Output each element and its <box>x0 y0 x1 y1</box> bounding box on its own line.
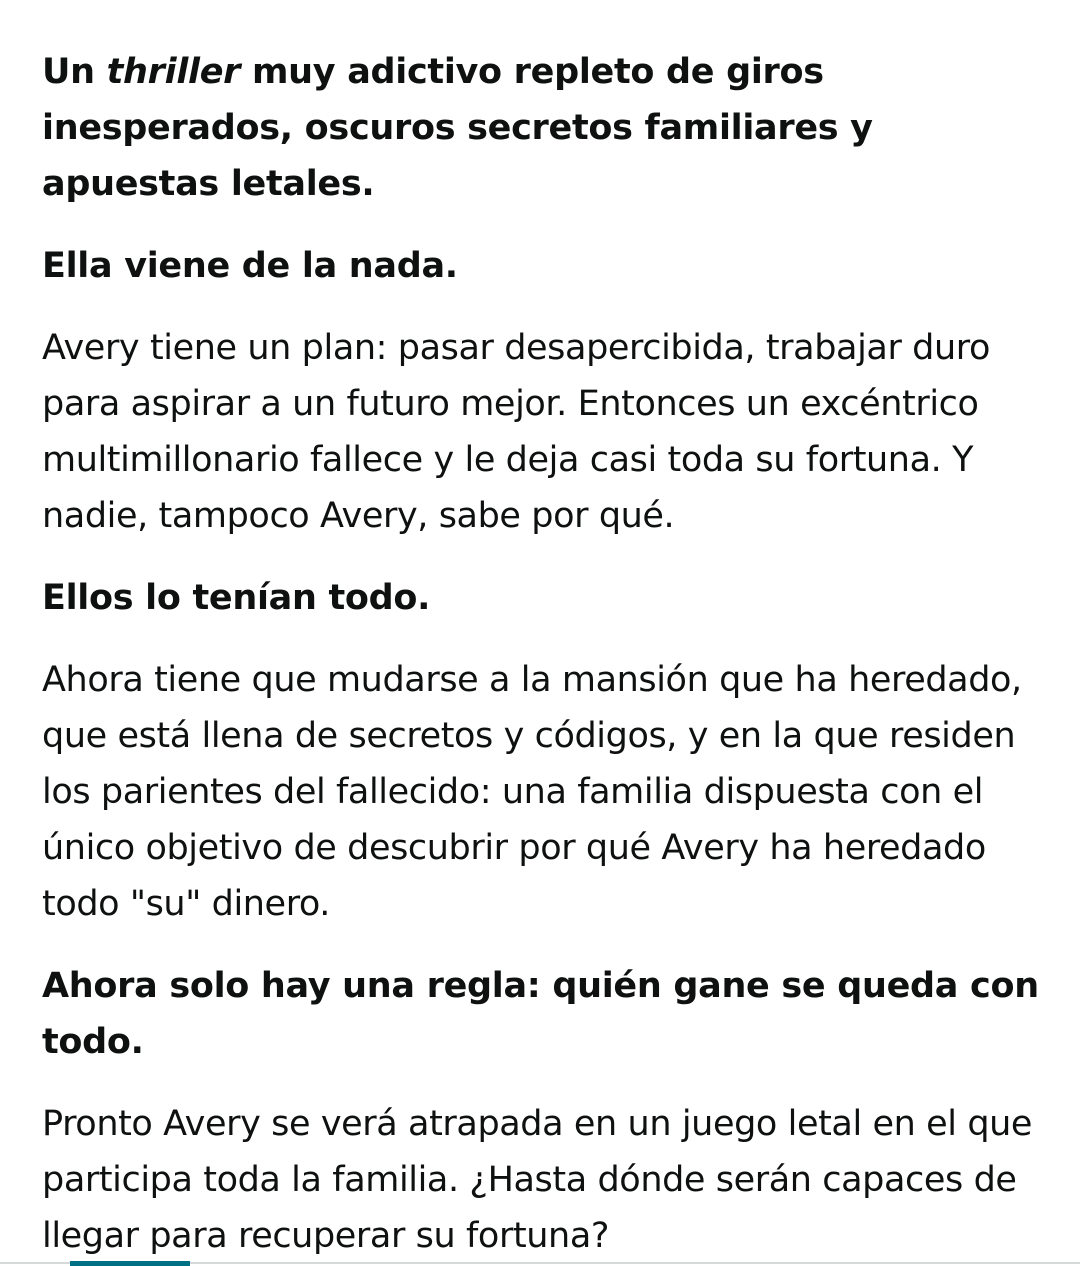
heading-2: Ellos lo tenían todo. <box>42 578 431 618</box>
heading-3: Ahora solo hay una regla: quién gane se queda con todo. <box>42 966 1039 1062</box>
active-tab-indicator <box>70 1261 190 1266</box>
paragraph-3: Pronto Avery se verá atrapada en un juego letal en el que participa toda la familia. ¿Hasta dónde serán capaces de llegar para recuperar su fortuna? <box>42 1104 1033 1256</box>
intro-italic-word: thriller <box>106 52 241 92</box>
intro-prefix: Un <box>42 52 107 92</box>
description-intro <box>42 44 1052 212</box>
heading-1: Ella viene de la nada. <box>42 246 458 286</box>
paragraph-2: Ahora tiene que mudarse a la mansión que ha heredado, que está llena de secretos y códigos, y en la que residen los parientes del fallecido: una familia dispuesta con el único objetivo de descubrir por qué Avery ha heredado todo "su" dinero. <box>42 660 1022 924</box>
paragraph-1: Avery tiene un plan: pasar desapercibida, trabajar duro para aspirar a un futuro mejor. Entonces un excéntrico multimillonario fallece y le deja casi toda su fortuna. Y nadie, tampoco Avery, sabe por qué. <box>42 328 991 536</box>
intro-suffix: muy adictivo repleto de giros inesperados, oscuros secretos familiares y apuestas letales. <box>42 52 873 204</box>
product-description <box>42 44 1052 1264</box>
